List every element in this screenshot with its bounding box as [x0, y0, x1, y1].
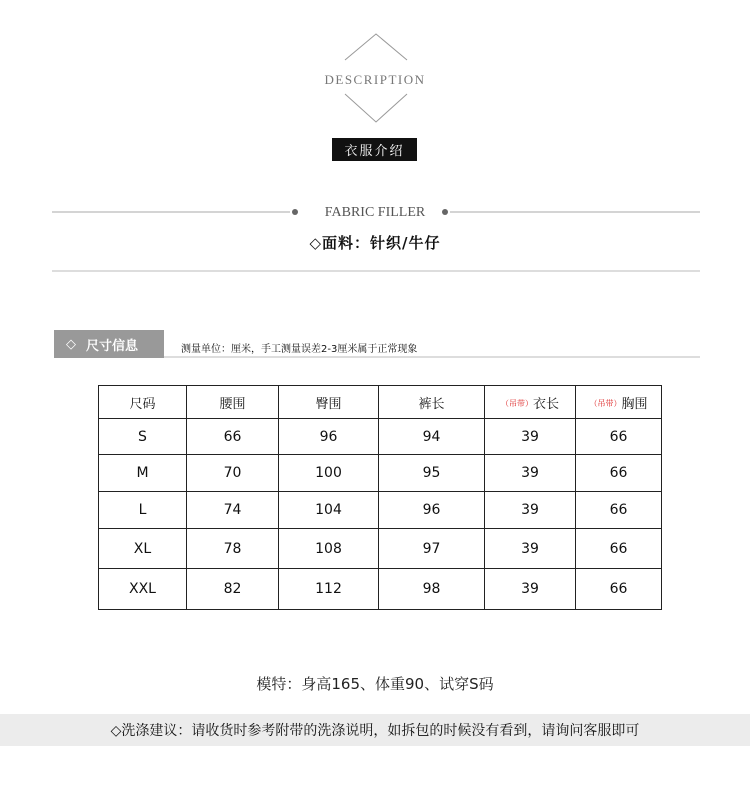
- table-row: [99, 569, 662, 610]
- table-cell: 39: [485, 455, 576, 492]
- clothing-intro-badge: 衣服介绍: [332, 138, 417, 161]
- table-cell: 78: [187, 529, 279, 569]
- measurement-note: 测量单位：厘米，手工测量误差2-3厘米属于正常现象: [181, 344, 418, 355]
- table-cell: 39: [485, 569, 576, 610]
- header-cell: 臀围: [279, 386, 379, 419]
- header-cell: （吊带）胸围: [576, 386, 662, 419]
- header-cell: 尺码: [99, 386, 187, 419]
- table-row: [99, 455, 662, 492]
- table-cell: 66: [576, 419, 662, 455]
- header-cell: 腰围: [187, 386, 279, 419]
- wash-advice-bar: [0, 714, 750, 746]
- table-cell: XL: [99, 529, 187, 569]
- table-cell: 70: [187, 455, 279, 492]
- table-cell: 95: [379, 455, 485, 492]
- table-cell: 66: [576, 569, 662, 610]
- size-info-underline: [0, 0, 750, 360]
- table-header-row: [99, 386, 662, 419]
- table-cell: 98: [379, 569, 485, 610]
- table-cell: L: [99, 492, 187, 529]
- table-cell: 66: [576, 529, 662, 569]
- diamond-icon: ◇: [66, 336, 76, 352]
- table-cell: 82: [187, 569, 279, 610]
- table-cell: 74: [187, 492, 279, 529]
- table-cell: 108: [279, 529, 379, 569]
- fabric-content: ◇面料：针织/牛仔: [309, 234, 441, 252]
- table-cell: 96: [279, 419, 379, 455]
- table-cell: M: [99, 455, 187, 492]
- table-cell: 100: [279, 455, 379, 492]
- table-cell: 66: [576, 455, 662, 492]
- table-row: [99, 529, 662, 569]
- table-cell: 66: [187, 419, 279, 455]
- table-cell: 39: [485, 529, 576, 569]
- header-cell: 裤长: [379, 386, 485, 419]
- table-cell: 112: [279, 569, 379, 610]
- model-info: 模特：身高165、体重90、试穿S码: [256, 675, 494, 693]
- table-cell: 39: [485, 492, 576, 529]
- table-cell: 104: [279, 492, 379, 529]
- header-cell: （吊带）衣长: [485, 386, 576, 419]
- table-row: [99, 492, 662, 529]
- table-cell: 96: [379, 492, 485, 529]
- table-cell: 39: [485, 419, 576, 455]
- size-info-title: 尺寸信息: [86, 338, 139, 354]
- table-cell: 94: [379, 419, 485, 455]
- fabric-filler-label: FABRIC FILLER: [324, 205, 426, 220]
- table-cell: XXL: [99, 569, 187, 610]
- table-row: [99, 419, 662, 455]
- wash-advice-text: ◇洗涤建议：请收货时参考附带的洗涤说明，如拆包的时候没有看到，请询问客服即可: [110, 723, 640, 739]
- table-cell: 97: [379, 529, 485, 569]
- table-cell: S: [99, 419, 187, 455]
- description-heading: DESCRIPTION: [324, 72, 426, 87]
- size-table: [98, 385, 662, 610]
- table-cell: 66: [576, 492, 662, 529]
